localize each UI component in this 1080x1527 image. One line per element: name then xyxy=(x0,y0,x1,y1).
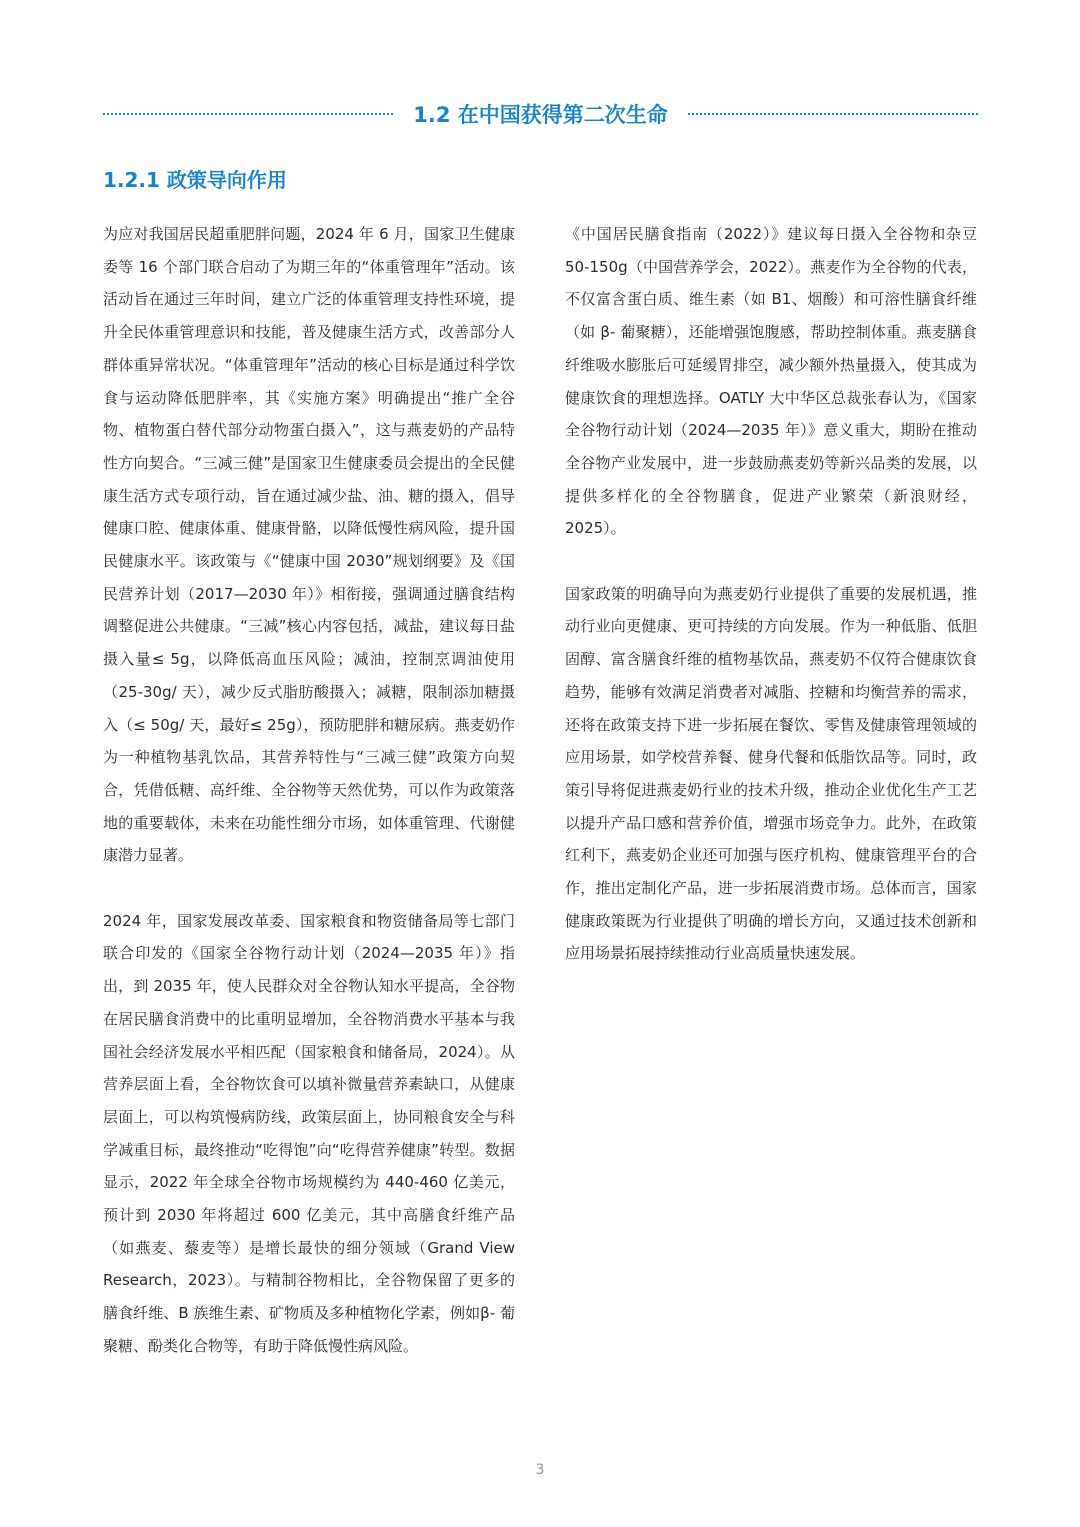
paragraph-policy-outlook: 国家政策的明确导向为燕麦奶行业提供了重要的发展机遇，推动行业向更健康、更可持续的方向发展。作为一种低脂、低胆固醇、富含膳食纤维的植物基饮品，燕麦奶不仅符合健康饮食趋势，能够有效满足消费者对减脂、控糖和均衡营养的需求，还将在政策支持下进一步拓展在餐饮、零售及健康管理领域的应用场景，如学校营养餐、健身代餐和低脂饮品等。同时，政策引导将促进燕麦奶行业的技术升级，推动企业优化生产工艺以提升产品口感和营养价值，增强市场竞争力。此外，在政策红利下，燕麦奶企业还可加强与医疗机构、健康管理平台的合作，推出定制化产品，进一步拓展消费市场。总体而言，国家健康政策既为行业提供了明确的增长方向，又通过技术创新和应用场景拓展持续推动行业高质量快速发展。 xyxy=(565,584,977,963)
subsection-title: 1.2.1 政策导向作用 xyxy=(103,168,287,192)
paragraph-whole-grain-action-plan: 2024 年，国家发展改革委、国家粮食和物资储备局等七部门联合印发的《国家全谷物行动计划（2024—2035 年）》指出，到 2035 年，使人民群众对全谷物认知水平提高，全谷物在居民膳食消费中的比重明显增加，全谷物消费水平基本与我国社会经济发展水平相匹配（国家粮食和储备局，2024）。从营养层面上看，全谷物饮食可以填补微量营养素缺口，从健康层面上，可以构筑慢病防线，政策层面上，协同粮食安全与科学减重目标，最终推动“吃得饱”向“吃得营养健康”转型。数据显示，2022 年全球全谷物市场规模约为 440-460 亿美元，预计到 2030 年将超过 600 亿美元，其中高膳食纤维产品（如燕麦、藜麦等）是增长最快的细分领域（Grand View Research，2023）。与精制谷物相比，全谷物保留了更多的膳食纤维、B 族维生素、矿物质及多种植物化学素，例如β- 葡聚糖、酚类化合物等，有助于降低慢性病风险。 xyxy=(103,911,515,1355)
paragraph-dietary-guidelines: 《中国居民膳食指南（2022）》建议每日摄入全谷物和杂豆 50-150g（中国营养学会，2022）。燕麦作为全谷物的代表，不仅富含蛋白质、维生素（如 B1、烟酸）和可溶性膳食纤维（如 β- 葡聚糖），还能增强饱腹感，帮助控制体重。燕麦膳食纤维吸水膨胀后可延缓胃排空，减少额外热量摄入，使其成为健康饮食的理想选择。OATLY 大中华区总裁张春认为，《国家全谷物行动计划（2024—2035 年）》意义重大，期盼在推动全谷物产业发展中，进一步鼓励燕麦奶等新兴品类的发展，以提供多样化的全谷物膳食，促进产业繁荣（新浪财经，2025）。 xyxy=(565,225,977,538)
left-column xyxy=(103,218,515,1363)
section-title: 1.2 在中国获得第二次生命 xyxy=(413,103,668,127)
page-number: 3 xyxy=(535,1462,545,1478)
section-divider-left xyxy=(103,113,393,115)
right-column xyxy=(565,218,977,970)
section-header xyxy=(103,97,978,131)
section-divider-right xyxy=(688,113,978,115)
paragraph-weight-management-policy: 为应对我国居民超重肥胖问题，2024 年 6 月，国家卫生健康委等 16 个部门联合启动了为期三年的“体重管理年”活动。该活动旨在通过三年时间，建立广泛的体重管理支持性环境，提升全民体重管理意识和技能，普及健康生活方式，改善部分人群体重异常状况。“体重管理年”活动的核心目标是通过科学饮食与运动降低肥胖率，其《实施方案》明确提出“推广全谷物、植物蛋白替代部分动物蛋白摄入”，这与燕麦奶的产品特性方向契合。“三减三健”是国家卫生健康委员会提出的全民健康生活方式专项行动，旨在通过减少盐、油、糖的摄入，倡导健康口腔、健康体重、健康骨骼，以降低慢性病风险，提升国民健康水平。该政策与《“健康中国 2030”规划纲要》及《国民营养计划（2017—2030 年）》相衔接，强调通过膳食结构调整促进公共健康。“三减”核心内容包括，减盐，建议每日盐摄入量≤ 5g，以降低高血压风险；减油，控制烹调油使用（25-30g/ 天），减少反式脂肪酸摄入；减糖，限制添加糖摄入（≤ 50g/ 天，最好≤ 25g），预防肥胖和糖尿病。燕麦奶作为一种植物基乳饮品，其营养特性与“三减三健”政策方向契合，凭借低糖、高纤维、全谷物等天然优势，可以作为政策落地的重要载体，未来在功能性细分市场，如体重管理、代谢健康潜力显著。 xyxy=(103,225,515,865)
